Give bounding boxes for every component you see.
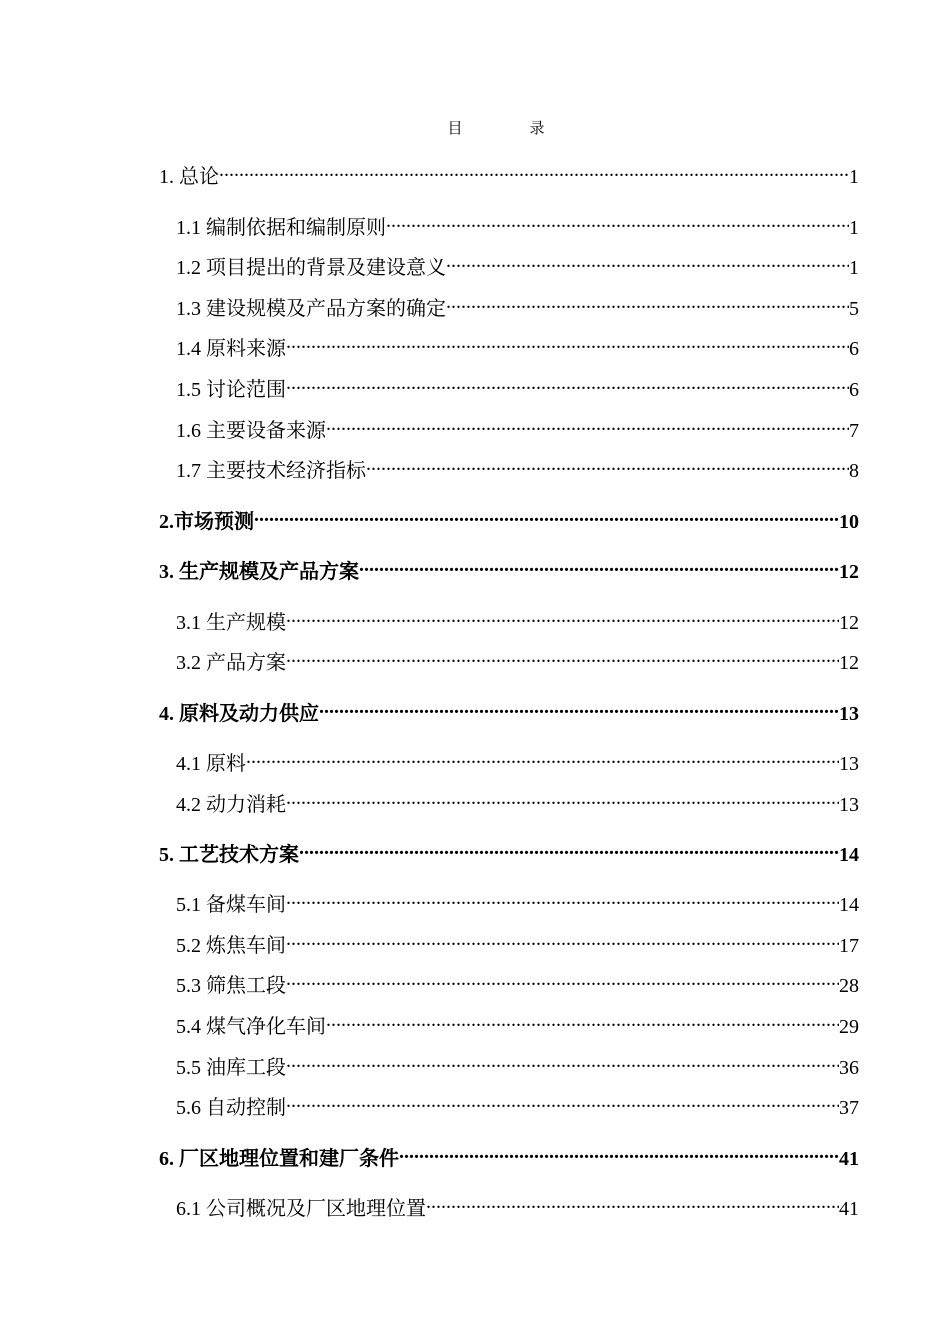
- toc-page-number: 41: [839, 1198, 859, 1220]
- toc-dot-leader: [326, 411, 849, 437]
- toc-entry[interactable]: [159, 502, 859, 533]
- toc-page-number: 29: [839, 1016, 859, 1038]
- toc-entry[interactable]: [176, 370, 859, 401]
- toc-dot-leader: [366, 451, 849, 477]
- toc-dot-leader: [286, 1048, 839, 1074]
- toc-entry-label: 1.7 主要技术经济指标: [176, 460, 366, 482]
- toc-entry[interactable]: [159, 694, 859, 725]
- toc-dot-leader: [286, 885, 839, 911]
- toc-entry[interactable]: [176, 744, 859, 775]
- toc-entry-label: 3. 生产规模及产品方案: [159, 561, 359, 583]
- toc-entry-label: 2.市场预测: [159, 511, 254, 533]
- toc-dot-leader: [446, 248, 849, 274]
- toc-page-number: 13: [839, 794, 859, 816]
- toc-entry[interactable]: [176, 603, 859, 634]
- toc-entry-label: 1.2 项目提出的背景及建设意义: [176, 257, 446, 279]
- toc-page-number: 17: [839, 935, 859, 957]
- toc-entry[interactable]: [176, 1088, 859, 1119]
- toc-entry[interactable]: [176, 785, 859, 816]
- toc-page-number: 5: [849, 298, 859, 320]
- toc-entry[interactable]: [176, 289, 859, 320]
- toc-entry[interactable]: [176, 451, 859, 482]
- toc-entry[interactable]: [176, 926, 859, 957]
- toc-entry-label: 1.6 主要设备来源: [176, 420, 326, 442]
- toc-entry[interactable]: [176, 966, 859, 997]
- toc-entry-label: 1.3 建设规模及产品方案的确定: [176, 298, 446, 320]
- toc-page-number: 14: [839, 844, 859, 866]
- toc-dot-leader: [286, 329, 849, 355]
- toc-dot-leader: [286, 643, 839, 669]
- toc-page-number: 28: [839, 975, 859, 997]
- toc-entry-label: 5.2 炼焦车间: [176, 935, 286, 957]
- toc-dot-leader: [399, 1139, 839, 1165]
- toc-entry[interactable]: [176, 1189, 859, 1220]
- toc-entry[interactable]: [159, 552, 859, 583]
- toc-page-number: 41: [839, 1148, 859, 1170]
- toc-entry-label: 5. 工艺技术方案: [159, 844, 299, 866]
- toc-entry[interactable]: [176, 1048, 859, 1079]
- toc-entry[interactable]: [176, 643, 859, 674]
- toc-dot-leader: [286, 1088, 839, 1114]
- toc-entry-label: 1.5 讨论范围: [176, 379, 286, 401]
- toc-entry-label: 4.2 动力消耗: [176, 794, 286, 816]
- toc-page-number: 12: [839, 561, 859, 583]
- toc-page-number: 13: [839, 703, 859, 725]
- toc-page-number: 37: [839, 1097, 859, 1119]
- toc-page-number: 13: [839, 753, 859, 775]
- toc-entry[interactable]: [176, 885, 859, 916]
- toc-entry-label: 5.3 筛焦工段: [176, 975, 286, 997]
- toc-dot-leader: [326, 1007, 839, 1033]
- toc-page-number: 6: [849, 338, 859, 360]
- toc-dot-leader: [426, 1189, 839, 1215]
- toc-page-number: 10: [839, 511, 859, 533]
- toc-page-number: 36: [839, 1057, 859, 1079]
- toc-entry-label: 5.6 自动控制: [176, 1097, 286, 1119]
- toc-page-number: 7: [849, 420, 859, 442]
- toc-page-number: 12: [839, 652, 859, 674]
- toc-dot-leader: [286, 603, 839, 629]
- toc-page-number: 1: [849, 166, 859, 188]
- toc-entry[interactable]: [176, 248, 859, 279]
- toc-entry-label: 6.1 公司概况及厂区地理位置: [176, 1198, 426, 1220]
- toc-dot-leader: [359, 552, 839, 578]
- toc-dot-leader: [446, 289, 849, 315]
- toc-entry-label: 3.1 生产规模: [176, 612, 286, 634]
- toc-page-number: 1: [849, 257, 859, 279]
- toc-entry-label: 1.1 编制依据和编制原则: [176, 217, 386, 239]
- toc-entry-label: 1. 总论: [159, 166, 219, 188]
- toc-entry[interactable]: [159, 1139, 859, 1170]
- toc-dot-leader: [219, 157, 849, 183]
- toc-dot-leader: [246, 744, 839, 770]
- toc-entry-label: 4.1 原料: [176, 753, 246, 775]
- toc-entry[interactable]: [159, 157, 859, 188]
- toc-dot-leader: [286, 370, 849, 396]
- toc-page-number: 14: [839, 894, 859, 916]
- toc-entry-label: 6. 厂区地理位置和建厂条件: [159, 1148, 399, 1170]
- toc-entry-label: 1.4 原料来源: [176, 338, 286, 360]
- toc-entry[interactable]: [176, 1007, 859, 1038]
- toc-entry-label: 3.2 产品方案: [176, 652, 286, 674]
- toc-page-number: 1: [849, 217, 859, 239]
- toc-entry-label: 5.1 备煤车间: [176, 894, 286, 916]
- toc-dot-leader: [319, 694, 839, 720]
- toc-page-number: 8: [849, 460, 859, 482]
- toc-dot-leader: [286, 926, 839, 952]
- toc-entry-label: 5.5 油库工段: [176, 1057, 286, 1079]
- toc-dot-leader: [286, 966, 839, 992]
- toc-dot-leader: [299, 835, 839, 861]
- toc-page-number: 12: [839, 612, 859, 634]
- toc-entry[interactable]: [159, 835, 859, 866]
- toc-page-number: 6: [849, 379, 859, 401]
- toc-dot-leader: [254, 502, 839, 528]
- toc-entry[interactable]: [176, 329, 859, 360]
- toc-dot-leader: [286, 785, 839, 811]
- toc-entry[interactable]: [176, 208, 859, 239]
- toc-entry-label: 5.4 煤气净化车间: [176, 1016, 326, 1038]
- toc-dot-leader: [386, 208, 849, 234]
- toc-title: 目 录: [447, 121, 571, 137]
- toc-entry-label: 4. 原料及动力供应: [159, 703, 319, 725]
- toc-entry[interactable]: [176, 411, 859, 442]
